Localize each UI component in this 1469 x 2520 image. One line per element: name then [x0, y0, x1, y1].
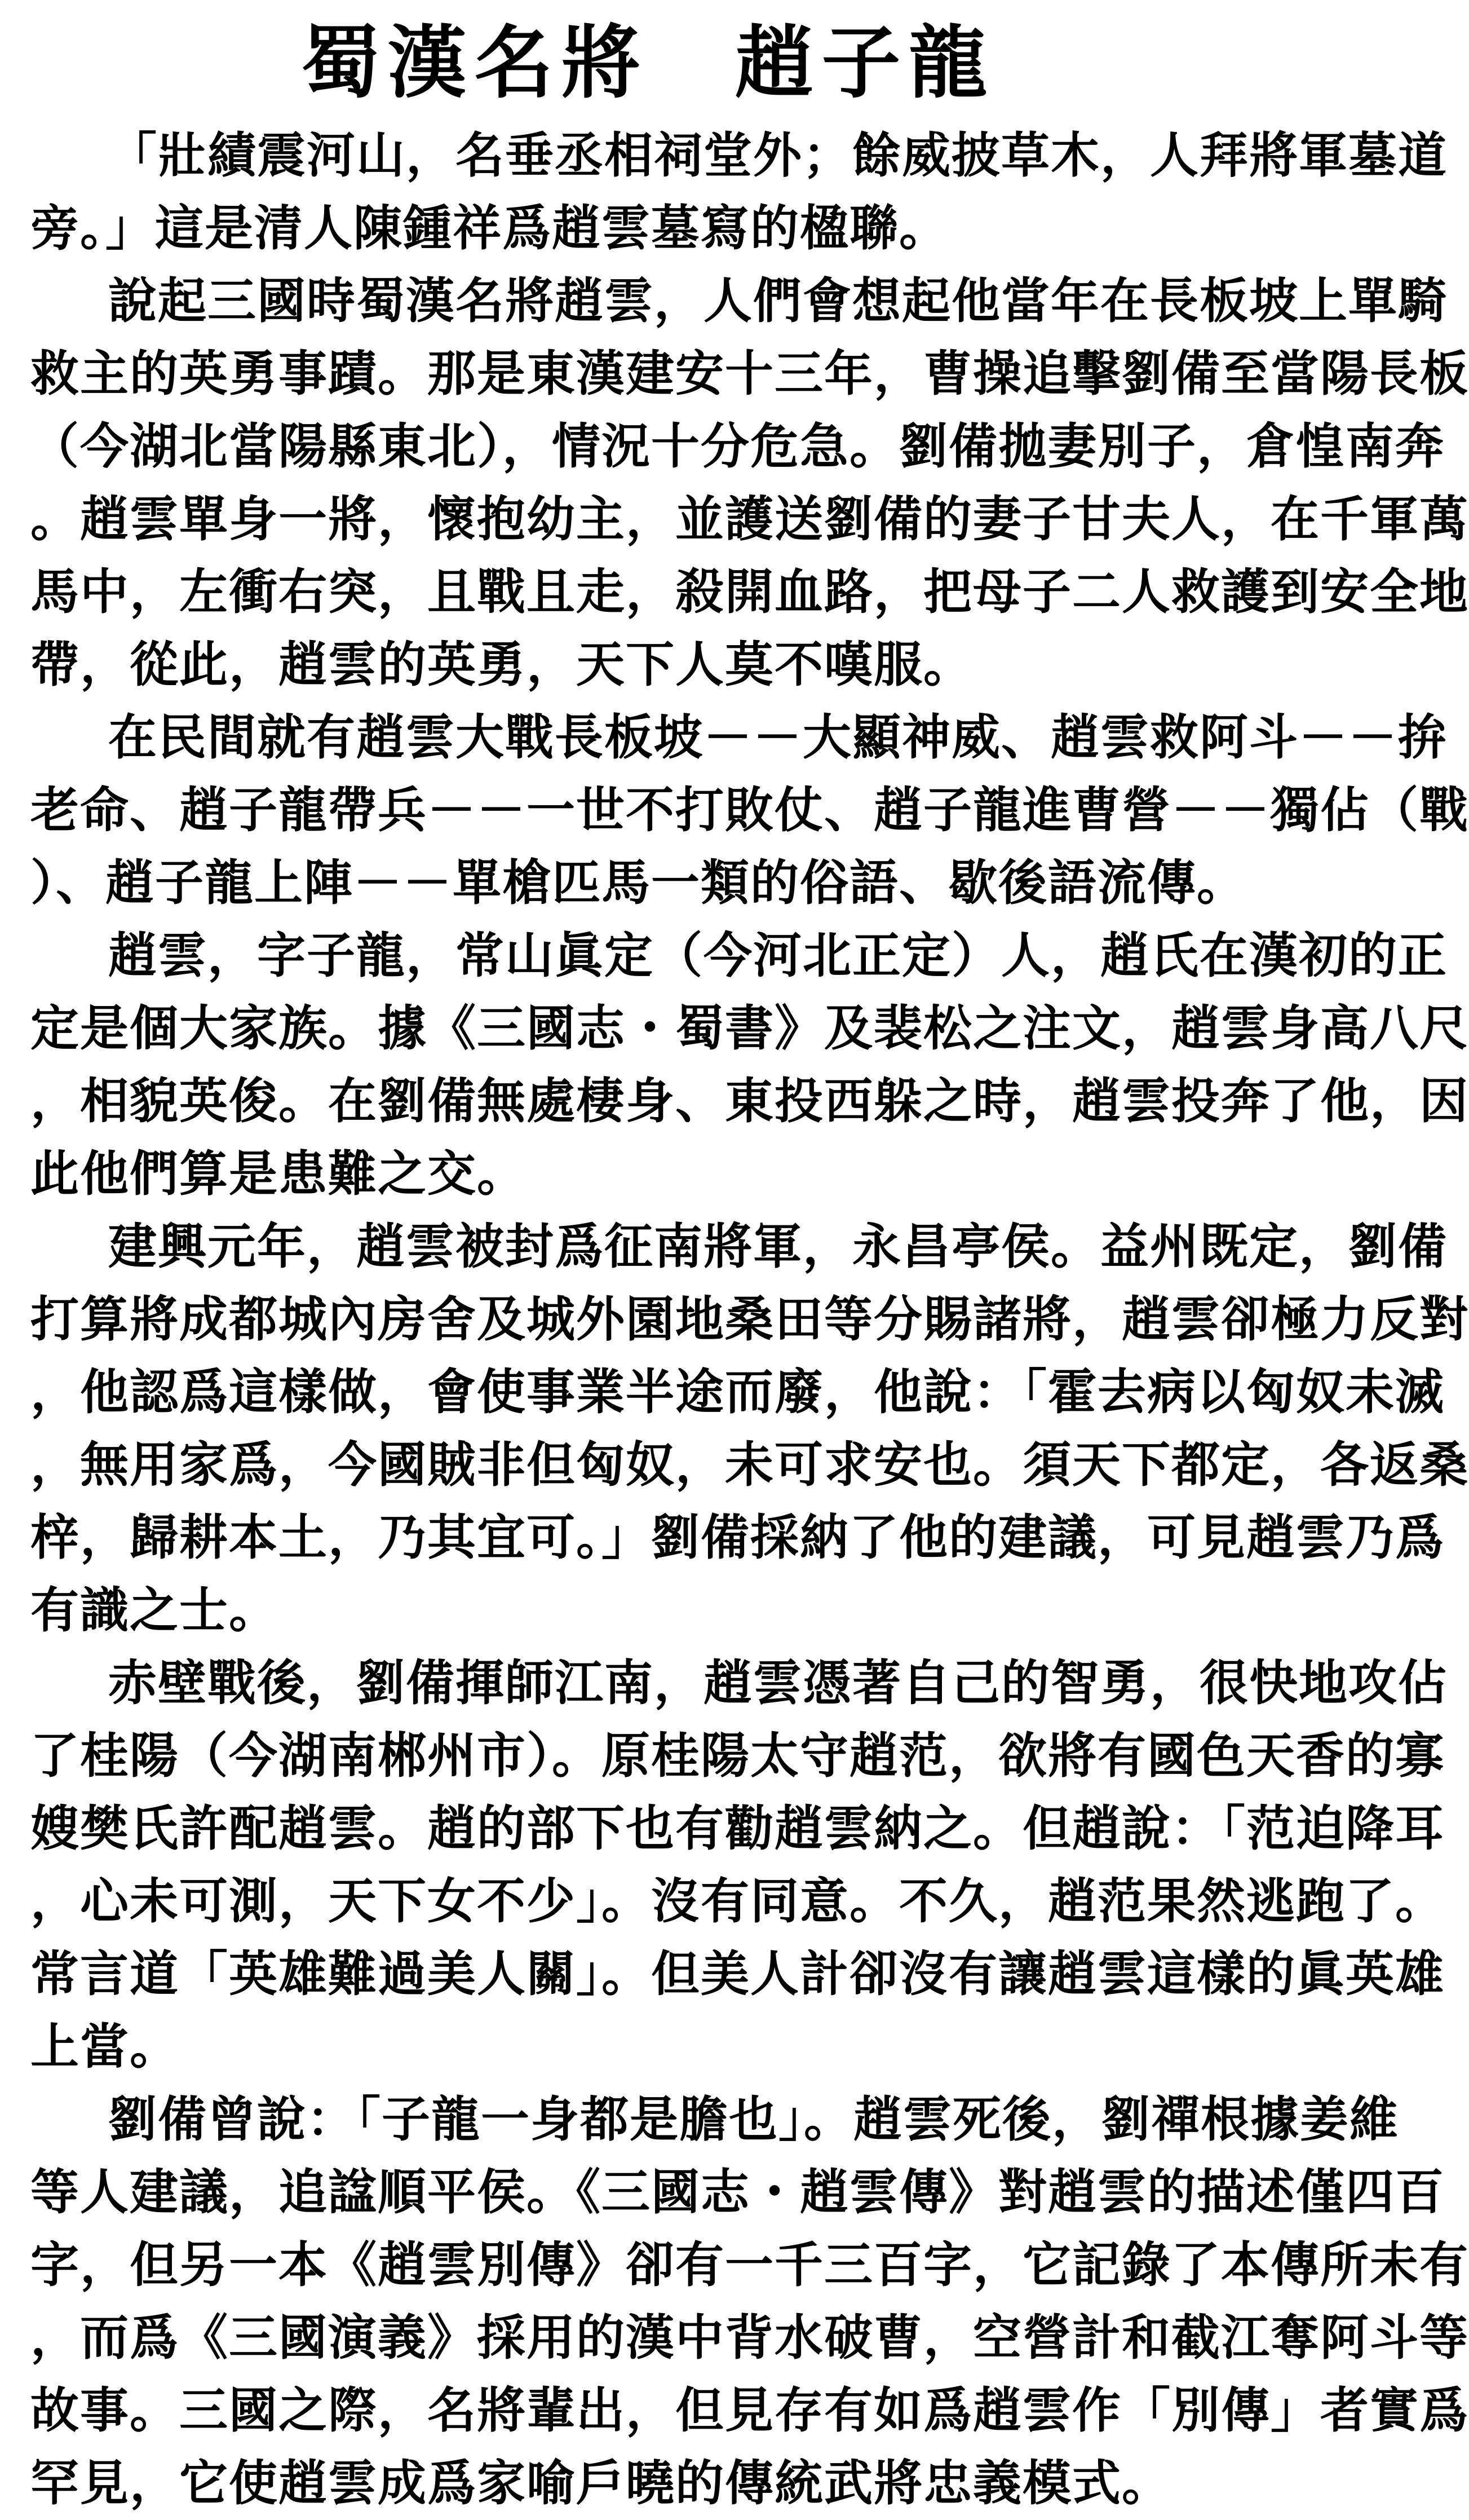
text-line: 定是個大家族。據《三國志・蜀書》及裴松之注文，趙雲身高八尺: [30, 1000, 1469, 1057]
text-line: ，無用家爲，今國賊非但匈奴，未可求安也。須天下都定，各返桑: [30, 1437, 1469, 1493]
text-line: ，他認爲這樣做，會使事業半途而廢，他說：「霍去病以匈奴未滅: [30, 1364, 1445, 1420]
text-line: ，心未可測，天下女不少」。沒有同意。不久，趙范果然逃跑了。: [30, 1873, 1445, 1930]
text-line: 了桂陽（今湖南郴州市）。原桂陽太守趙范，欲將有國色天香的寡: [30, 1728, 1445, 1784]
text-line: 建興元年，趙雲被封爲征南將軍，永昌亭侯。益州既定，劉備: [108, 1219, 1448, 1275]
text-line: 說起三國時蜀漢名將趙雲，人們會想起他當年在長板坡上單騎: [108, 273, 1448, 329]
page-title: 蜀漢名將 趙子龍: [300, 17, 995, 109]
text-line: 打算將成都城內房舍及城外園地桑田等分賜諸將，趙雲卻極力反對: [30, 1291, 1469, 1348]
text-line: ，相貌英俊。在劉備無處棲身、東投西躲之時，趙雲投奔了他，因: [30, 1073, 1469, 1129]
text-line: 赤壁戰後，劉備揮師江南，趙雲憑著自己的智勇，很快地攻佔: [108, 1655, 1448, 1711]
text-line: 劉備曾說：「子龍一身都是膽也」。趙雲死後，劉禪根據姜維: [108, 2091, 1399, 2148]
text-line: 帶，從此，趙雲的英勇，天下人莫不嘆服。: [30, 637, 973, 693]
text-line: 「壯績震河山，名垂丞相祠堂外；餘威披草木，人拜將軍墓道: [108, 127, 1448, 184]
text-line: 字，但另一本《趙雲別傳》卻有一千三百字，它記錄了本傳所未有: [30, 2237, 1469, 2293]
text-line: 此他們算是患難之交。: [30, 1146, 526, 1202]
text-line: 馬中，左衝右突，且戰且走，殺開血路，把母子二人救護到安全地: [30, 564, 1469, 620]
text-line: 罕見，它使趙雲成爲家喻戶曉的傳統武將忠義模式。: [30, 2455, 1171, 2512]
text-line: 上當。: [30, 2019, 179, 2075]
text-line: 嫂樊氏許配趙雲。趙的部下也有勸趙雲納之。但趙說：「范迫降耳: [30, 1800, 1445, 1857]
text-line: ）、趙子龍上陣－－單槍匹馬一類的俗語、歇後語流傳。: [30, 855, 1246, 911]
text-line: 等人建議，追諡順平侯。《三國志・趙雲傳》對趙雲的描述僅四百: [30, 2164, 1445, 2221]
text-line: （今湖北當陽縣東北），情況十分危急。劉備拋妻別子，倉惶南奔: [30, 418, 1445, 475]
text-line: 常言道「英雄難過美人關」。但美人計卻沒有讓趙雲這樣的眞英雄: [30, 1946, 1445, 2002]
text-line: 故事。三國之際，名將輩出，但見存有如爲趙雲作「別傳」者實爲: [30, 2382, 1469, 2439]
text-line: 老命、趙子龍帶兵－－一世不打敗仗、趙子龍進曹營－－獨佔（戰: [30, 782, 1469, 838]
text-line: 梓，歸耕本土，乃其宜可。」劉備採納了他的建議，可見趙雲乃爲: [30, 1510, 1445, 1566]
article-body: [30, 120, 1469, 2520]
text-line: ，而爲《三國演義》採用的漢中背水破曹，空營計和截江奪阿斗等: [30, 2310, 1469, 2366]
text-line: 救主的英勇事蹟。那是東漢建安十三年，曹操追擊劉備至當陽長板: [30, 346, 1469, 402]
text-line: 旁。」這是清人陳鍾祥爲趙雲墓寫的楹聯。: [30, 200, 949, 257]
text-line: 。趙雲單身一將，懷抱幼主，並護送劉備的妻子甘夫人，在千軍萬: [30, 491, 1469, 548]
text-line: 趙雲，字子龍，常山眞定（今河北正定）人，趙氏在漢初的正: [108, 928, 1448, 984]
text-line: 有識之士。: [30, 1582, 278, 1639]
text-line: 在民間就有趙雲大戰長板坡－－大顯神威、趙雲救阿斗－－拚: [108, 709, 1448, 766]
